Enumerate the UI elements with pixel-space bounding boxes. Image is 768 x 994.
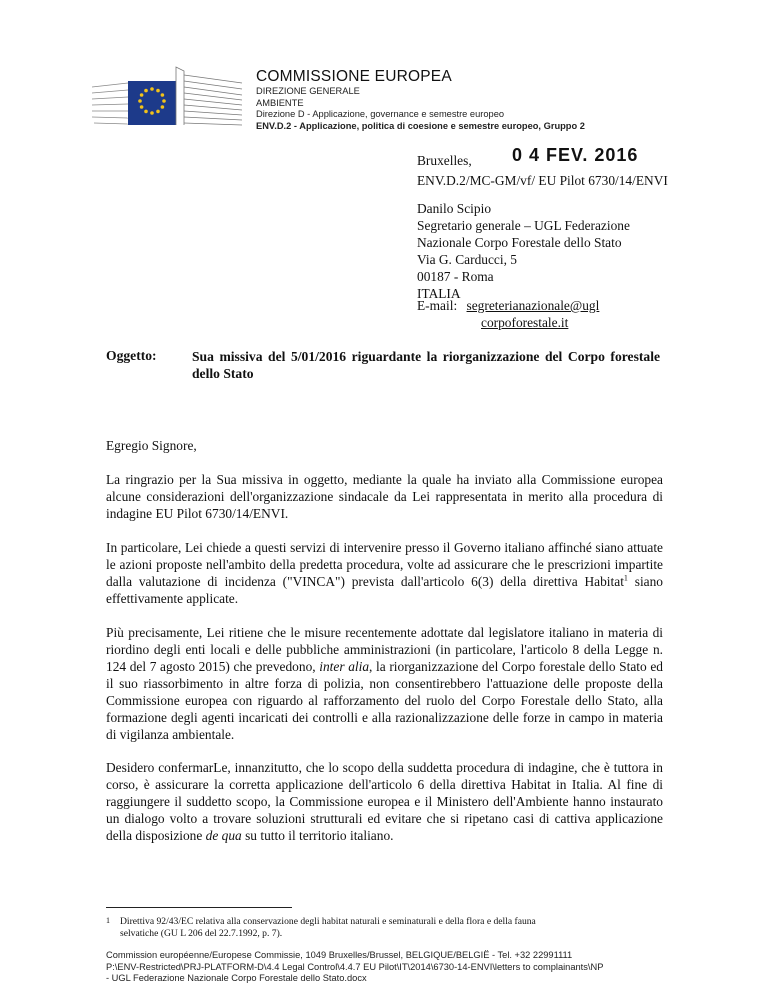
- footnote: [106, 916, 576, 940]
- paragraph-4-end: su tutto il territorio italiano.: [241, 828, 394, 843]
- paragraph-2-end: siano effettivamente applicate.: [106, 574, 663, 606]
- footnote-divider: [106, 907, 292, 908]
- email-label: E-mail:: [417, 298, 458, 313]
- recipient-country: ITALIA: [417, 286, 461, 301]
- date-stamp: 0 4 FEV. 2016: [512, 145, 639, 165]
- paragraph-4-text: Desidero confermarLe, innanzitutto, che lo scopo della suddetta procedura di indagine, che è tuttora in corso, è assicurare la corretta applicazione dell'articolo 6 della direttiva Habitat in Italia. Al fine di raggiungere il suddetto scopo, la Commissione europea e il Ministero dell'Ambiente hanno instaurato un dialogo volto a trovare soluzioni strutturali ed evitare che si ripetano casi di cattiva applicazione della disposizione: [106, 760, 663, 843]
- recipient-street: Via G. Carducci, 5: [417, 252, 517, 267]
- paragraph-3-end: , la riorganizzazione del Corpo forestale dello Stato ed il suo riassorbimento in altre forza di polizia, non consentirebbero l'attuazione delle proposte della Commissione europea con riguardo al rafforzamento del ruolo del Corpo Forestale dello Stato, alla formazione degli agenti incaricati dei controlli e alla razionalizzazione delle forze in campo in materia di vigilanza ambientale.: [106, 659, 663, 742]
- paragraph-3: [106, 624, 663, 743]
- footer-line-2: P:\ENV-Restricted\PRJ-PLATFORM-D\4.4 Legal Control\4.4.7 EU Pilot\IT\2014\6730-14-ENVI\letters to complainants\NP: [106, 961, 604, 972]
- paragraph-3-italic: inter alia: [319, 659, 370, 674]
- letterhead: [256, 68, 585, 132]
- recipient-city: 00187 - Roma: [417, 269, 494, 284]
- footer-line-3: - UGL Federazione Nazionale Corpo Forestale dello Stato.docx: [106, 973, 367, 984]
- recipient-line2: Nazionale Corpo Forestale dello Stato: [417, 235, 622, 250]
- footnote-text: Direttiva 92/43/EC relativa alla conservazione degli habitat naturali e seminaturali e della flora e della fauna selvatiche (GU L 206 del 22.7.1992, p. 7).: [120, 916, 536, 939]
- org-name: COMMISSIONE EUROPEA: [256, 68, 452, 85]
- paragraph-2: [106, 539, 663, 607]
- directorate-line: Direzione D - Applicazione, governance e semestre europeo: [256, 109, 505, 120]
- paragraph-2-text: In particolare, Lei chiede a questi servizi di intervenire presso il Governo italiano affinché siano attuate le azioni proposte nell'ambito della predetta procedura, volte ad assicurare che le prescrizioni impartite dalla valutazione di incidenza ("VINCA") prevista dall'articolo 6(3) della direttiva Habitat: [106, 540, 663, 589]
- place: Bruxelles,: [417, 153, 472, 168]
- footnote-ref: 1: [623, 573, 628, 583]
- paragraph-4: [106, 759, 663, 844]
- email-link-line1[interactable]: segreterianazionale@ugl: [466, 298, 600, 313]
- recipient-name: Danilo Scipio: [417, 201, 492, 216]
- paragraph-3-text: Più precisamente, Lei ritiene che le misure recentemente adottate dal legislatore italiano in materia di riordino degli enti locali e delle pubbliche amministrazioni (in particolare, l'articolo 8 della Legge n. 124 del 7 agosto 2015) che prevedono,: [106, 625, 663, 674]
- subject-label: Oggetto:: [106, 348, 157, 363]
- email-block: [417, 297, 599, 314]
- paragraph-1: La ringrazio per la Sua missiva in oggetto, mediante la quale ha inviato alla Commissione europea alcune considerazioni dell'organizzazione sindacale da Lei rappresentata in merito alla procedura di indagine EU Pilot 6730/14/ENVI.: [106, 472, 663, 521]
- subject-text: Sua missiva del 5/01/2016 riguardante la riorganizzazione del Corpo forestale dello Stato: [192, 349, 660, 381]
- page-footer: [106, 950, 686, 985]
- reference: ENV.D.2/MC-GM/vf/ EU Pilot 6730/14/ENVI: [417, 173, 668, 188]
- commission-logo: [88, 63, 248, 139]
- paragraph-4-italic: de qua: [205, 828, 242, 843]
- dept-line: AMBIENTE: [256, 97, 304, 108]
- dg-line: DIREZIONE GENERALE: [256, 86, 360, 96]
- recipient-block: [417, 200, 630, 302]
- recipient-line1: Segretario generale – UGL Federazione: [417, 218, 630, 233]
- unit-line: ENV.D.2 - Applicazione, politica di coesione e semestre europeo, Gruppo 2: [256, 120, 585, 131]
- commission-logo-icon: [88, 63, 248, 139]
- email-link-line2[interactable]: corpoforestale.it: [481, 315, 569, 330]
- footer-line-1: Commission européenne/Europese Commissie, 1049 Bruxelles/Brussel, BELGIQUE/BELGIË - Tel. +32 22991111: [106, 950, 573, 960]
- footnote-number: 1: [106, 916, 110, 925]
- salutation: Egregio Signore,: [106, 438, 197, 453]
